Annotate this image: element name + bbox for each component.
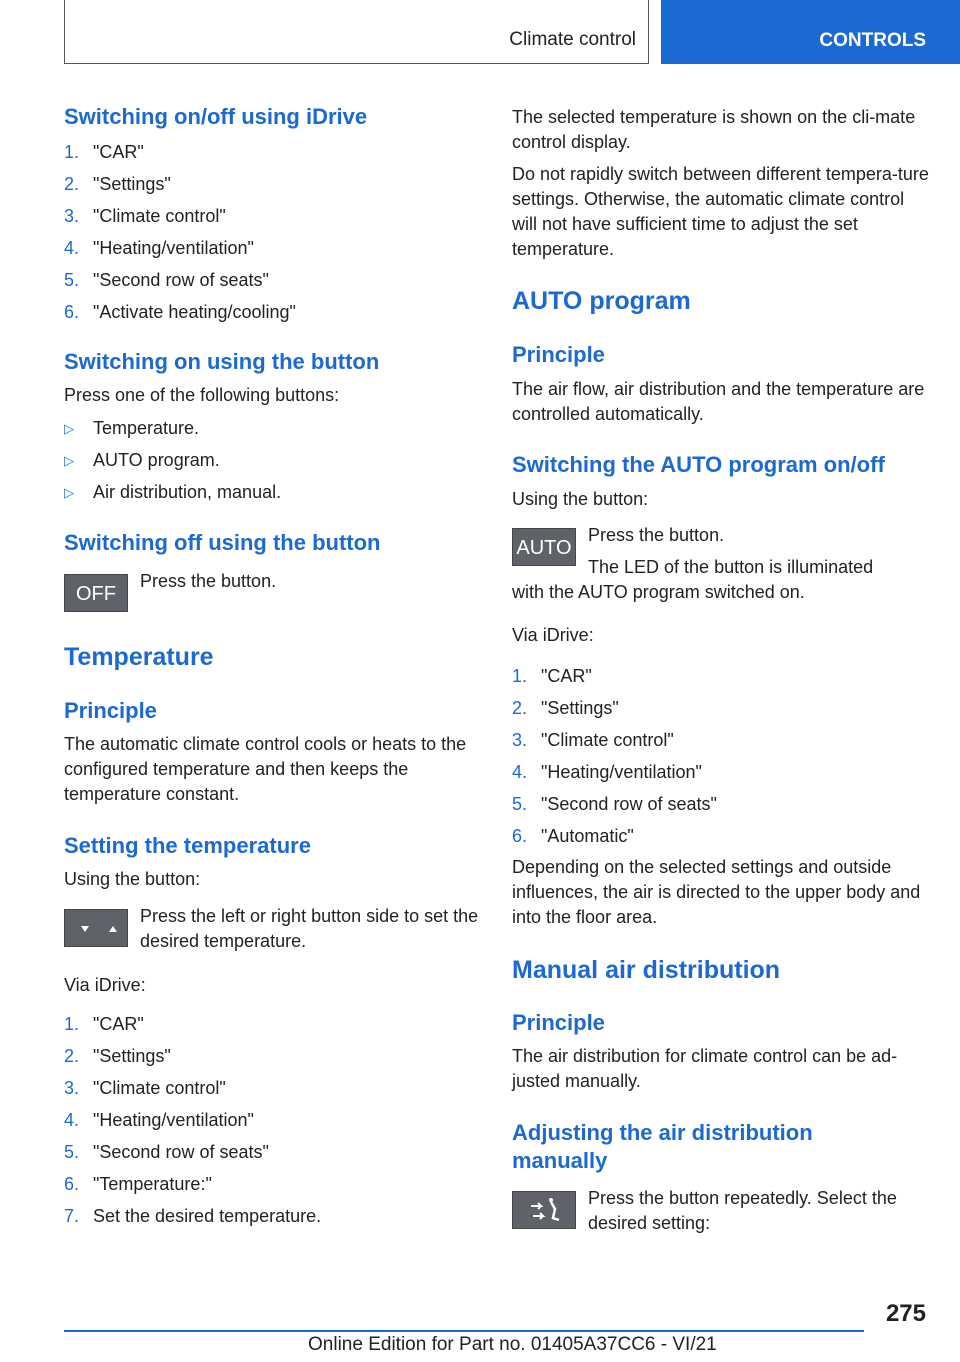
- manual-principle-text: The air distribution for climate control can be ad-justed manually.: [512, 1046, 898, 1091]
- idrive-on-steps: [64, 136, 296, 328]
- air-distribution-icon: [513, 1192, 577, 1230]
- button-on-bullets: [64, 412, 281, 508]
- list-item: 6. "Temperature:": [64, 1174, 212, 1194]
- auto-steps: [512, 660, 717, 852]
- auto-led-text-2: with the AUTO program switched on.: [512, 582, 805, 602]
- list-item: ▷ AUTO program.: [64, 444, 281, 476]
- list-item: 2. "Settings": [64, 1046, 171, 1066]
- header-chapter-title: CONTROLS: [819, 30, 926, 51]
- list-item: 2. "Settings": [512, 698, 619, 718]
- heading-button-off: Switching off using the button: [64, 530, 381, 555]
- auto-led-text-1: The LED of the button is illuminated: [588, 557, 874, 577]
- using-button-label: Using the button:: [64, 869, 201, 889]
- page-number: 275: [885, 1300, 926, 1327]
- list-item: 5. "Second row of seats": [64, 270, 269, 290]
- via-idrive-label: Via iDrive:: [64, 975, 146, 995]
- heading-manual-air-distribution: Manual air distribution: [512, 956, 781, 984]
- button-off-text: Press the button.: [140, 571, 277, 591]
- list-item: 6. "Automatic": [512, 826, 634, 846]
- list-item: 3. "Climate control": [512, 730, 674, 750]
- heading-adjust-air-line1: Adjusting the air distribution: [512, 1120, 813, 1145]
- heading-temperature-principle: Principle: [64, 698, 157, 723]
- header-chapter-tab: [661, 0, 960, 64]
- auto-press-text: Press the button.: [588, 525, 725, 545]
- temperature-principle-text: The automatic climate control cools or heats to the configured temperature and then keeps the temperature constant.: [64, 734, 467, 804]
- list-item: 5. "Second row of seats": [64, 1142, 269, 1162]
- list-item: ▷ Temperature.: [64, 412, 281, 444]
- list-item: 7. Set the desired temperature.: [64, 1206, 322, 1226]
- list-item: 5. "Second row of seats": [512, 794, 717, 814]
- list-item: 4. "Heating/ventilation": [64, 1110, 254, 1130]
- heading-temperature: Temperature: [64, 643, 214, 671]
- heading-auto-program: AUTO program: [512, 287, 691, 315]
- heading-auto-principle: Principle: [512, 342, 605, 367]
- auto-button-icon: AUTO: [512, 528, 576, 566]
- heading-setting-temperature: Setting the temperature: [64, 833, 311, 858]
- heading-adjust-air-line2: manually: [512, 1148, 608, 1173]
- heading-manual-principle: Principle: [512, 1010, 605, 1035]
- list-item: 1. "CAR": [64, 1014, 144, 1034]
- list-item: 4. "Heating/ventilation": [64, 238, 254, 258]
- temperature-arrows-icon: [65, 910, 129, 948]
- manual-button-text: Press the button repeatedly. Select the desired setting:: [588, 1188, 897, 1233]
- footer-edition: Online Edition for Part no. 01405A37CC6 - VI/21: [308, 1334, 717, 1355]
- button-on-intro: Press one of the following buttons:: [64, 385, 340, 405]
- temperature-steps: [64, 1008, 321, 1232]
- list-item: 4. "Heating/ventilation": [512, 762, 702, 782]
- auto-principle-text: The air flow, air distribution and the temperature are controlled automatically.: [512, 379, 925, 424]
- temperature-button-text: Press the left or right button side to set the desired temperature.: [140, 906, 479, 951]
- air-distribution-button-icon: [512, 1191, 576, 1229]
- temperature-display-text: The selected temperature is shown on the cli-mate control display.: [512, 107, 916, 152]
- header-section-title: Climate control: [509, 29, 636, 50]
- header-section-box: [64, 0, 649, 64]
- auto-using-button-label: Using the button:: [512, 489, 649, 509]
- list-item: 1. "CAR": [64, 142, 144, 162]
- heading-switch-auto: Switching the AUTO program on/off: [512, 452, 885, 477]
- footer-divider: [64, 1330, 864, 1332]
- heading-idrive-on-off: Switching on/off using iDrive: [64, 104, 368, 129]
- auto-after-text: Depending on the selected settings and outside influences, the air is directed to the upper body and into the floor area.: [512, 857, 921, 927]
- list-item: 3. "Climate control": [64, 206, 226, 226]
- auto-via-idrive-label: Via iDrive:: [512, 625, 594, 645]
- list-item: 3. "Climate control": [64, 1078, 226, 1098]
- list-item: 1. "CAR": [512, 666, 592, 686]
- list-item: 6. "Activate heating/cooling": [64, 302, 296, 322]
- triangle-bullet-icon: ▷: [64, 453, 74, 468]
- list-item: 2. "Settings": [64, 174, 171, 194]
- triangle-bullet-icon: ▷: [64, 421, 74, 436]
- temperature-warning-text: Do not rapidly switch between different tempera-ture settings. Otherwise, the automatic climate control will not have sufficient time to adjust the set temperature.: [512, 164, 929, 259]
- heading-button-on: Switching on using the button: [64, 349, 380, 374]
- off-button-icon: OFF: [64, 574, 128, 612]
- temperature-button-icon: [64, 909, 128, 947]
- list-item: ▷ Air distribution, manual.: [64, 476, 281, 508]
- triangle-bullet-icon: ▷: [64, 485, 74, 500]
